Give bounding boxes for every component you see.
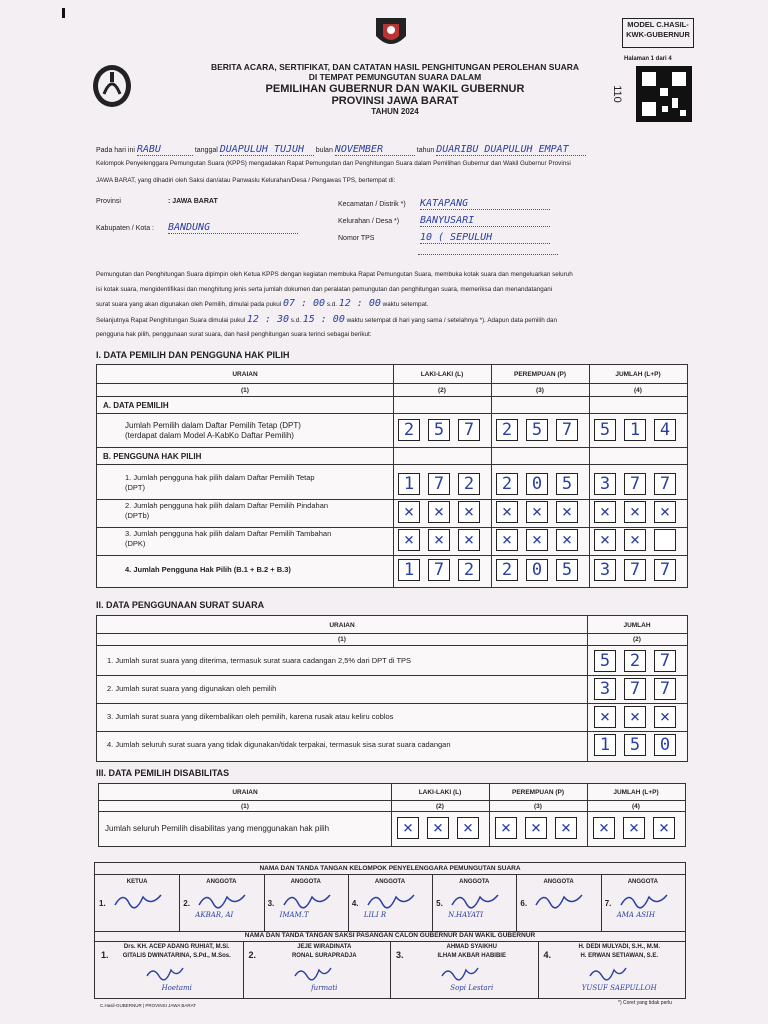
pengguna-digit-box: 1 (398, 559, 420, 581)
s2-row-label: 3. Jumlah surat suara yang dikembalikan oleh pemilih, karena rusak atau keliru coblos (107, 712, 394, 721)
para-line3a: surat suara yang akan digunakan oleh Pemilih, dimulai pada pukul (96, 301, 282, 308)
footnote-left: C.Hasil-GUBERNUR | PROVINSI JAWA BARAT (100, 1003, 197, 1008)
s2-n2: (2) (633, 636, 641, 643)
row-divider (97, 703, 687, 704)
para-line4a: Selanjutnya Rapat Penghitungan Suara dimulai pukul (96, 316, 246, 324)
saksi-number: 3. (396, 950, 404, 960)
saksi-name-1: Drs. KH. ACEP ADANG RUHIAT, M.Si. (123, 944, 230, 950)
pengguna-digit-box: × (654, 501, 676, 523)
saksi-number: 4. (543, 950, 552, 960)
kpps-role: ANGGOTA (459, 879, 490, 885)
surat-suara-digit-box: 7 (654, 678, 676, 700)
saksi-signature-name: Sopi Lestari (450, 984, 494, 992)
disabilitas-digit-box: × (525, 817, 547, 839)
s1-n4: (4) (634, 387, 642, 394)
para-line1: Pemungutan dan Penghitungan Suara dipimpin oleh Ketua KPPS dengan kegiatan membuka Rapat Pemungutan Suara, membuka kotak suara dan mengeluarkan seluruh (96, 271, 573, 278)
s1-col-p: PEREMPUAN (P) (513, 371, 566, 378)
dpt-digit-box: 7 (458, 419, 480, 441)
saksi-number: 1. (101, 950, 109, 960)
pengguna-digit-box: 5 (556, 559, 578, 581)
saksi-name-1: AHMAD SYAIKHU (446, 944, 497, 950)
hari-value: RABU (137, 144, 193, 156)
cell-divider (390, 941, 391, 998)
kpps-role: ANGGOTA (374, 879, 406, 885)
kpps-signature-block (94, 862, 686, 932)
provinsi-value: : JAWA BARAT (167, 198, 218, 205)
surat-suara-digit-box: 3 (594, 678, 616, 700)
pengguna-digit-box: × (594, 501, 616, 523)
disabilitas-digit-box: × (593, 817, 615, 839)
kpps-number: 4. (351, 899, 359, 908)
pengguna-digit-box: × (526, 529, 548, 551)
header-line2: DI TEMPAT PEMUNGUTAN SUARA DALAM (308, 72, 482, 82)
disabilitas-digit-box: × (653, 817, 675, 839)
sd-label-1: s.d. (326, 301, 337, 308)
s1-a-title: A. DATA PEMILIH (103, 401, 169, 410)
saksi-signature-block (94, 930, 686, 999)
s2-row-label: 1. Jumlah surat suara yang diterima, termasuk surat suara cadangan 2,5% dari DPT di TPS (107, 656, 412, 665)
b-row-label-line2: (DPTb) (125, 511, 150, 520)
bulan-value: NOVEMBER (335, 144, 415, 156)
footnote-right: *) Coret yang tidak perlu (618, 1000, 672, 1006)
section3-table (98, 783, 686, 847)
header-line3: PEMILIHAN GUBERNUR DAN WAKIL GUBERNUR (265, 83, 525, 95)
kecamatan-label: Kecamatan / Distrik *) (338, 201, 406, 208)
b-row-label (125, 473, 315, 493)
saksi-name-2: RONAL SURAPRADJA (291, 953, 357, 959)
pengguna-digit-box: 5 (556, 473, 578, 495)
jabar-logo (92, 64, 132, 108)
pengguna-digit-box: × (556, 529, 578, 551)
kpps-name: LILI R (363, 911, 387, 919)
section3-title: III. DATA PEMILIH DISABILITAS (96, 768, 230, 778)
pengguna-digit-box: × (428, 529, 450, 551)
b-row-label-line1: 1. Jumlah pengguna hak pilih dalam Daftar Pemilih Tetap (125, 473, 315, 482)
pengguna-digit-box: × (594, 529, 616, 551)
s2-col-uraian: URAIAN (329, 622, 355, 629)
disabilitas-digit-box: × (397, 817, 419, 839)
pengguna-digit-box: × (458, 529, 480, 551)
kelurahan-label: Kelurahan / Desa *) (338, 218, 400, 225)
surat-suara-digit-box: 7 (654, 650, 676, 672)
kpps-number: 6. (520, 899, 528, 908)
disabilitas-digit-box: × (457, 817, 479, 839)
tps-extra-line (418, 254, 558, 255)
time-start-1: 07 : 00 (282, 298, 326, 309)
bulan-label: bulan (315, 147, 333, 154)
header-line4: PROVINSI JAWA BARAT (331, 95, 459, 107)
pengguna-digit-box: 7 (428, 473, 450, 495)
s1-col-j: JUMLAH (L+P) (615, 371, 661, 378)
para-line4b: waktu setempat di hari yang sama / setelahnya *). Adapun data pemilih dan (346, 316, 557, 324)
pengguna-digit-box: 7 (654, 559, 676, 581)
pengguna-digit-box: 0 (526, 559, 548, 581)
surat-suara-digit-box: × (624, 706, 646, 728)
s3-col-uraian: URAIAN (232, 789, 258, 796)
surat-suara-digit-box: 5 (594, 650, 616, 672)
para-line3b: waktu setempat. (382, 301, 429, 308)
dpt-digit-box: 5 (526, 419, 548, 441)
s2-n1: (1) (338, 636, 346, 643)
disabilitas-digit-box: × (495, 817, 517, 839)
kpps-number: 2. (183, 899, 190, 908)
kpps-name: AKBAR, AI (195, 911, 234, 919)
kecamatan-value: KATAPANG (420, 198, 550, 210)
pengguna-digit-box: 7 (428, 559, 450, 581)
pengguna-digit-box: 0 (526, 473, 548, 495)
model-box: MODEL C.HASIL-KWK-GUBERNUR (622, 18, 694, 48)
pengguna-digit-box: 2 (496, 473, 518, 495)
pengguna-digit-box: 7 (624, 473, 646, 495)
b-row-label (125, 501, 328, 521)
s3-col-j: JUMLAH (L+P) (613, 789, 659, 796)
para-line2: isi kotak suara, mengidentifikasi dan menghitung jenis serta jumlah dokumen dan peralatan pemungutan dan penghitungan suara, memeriksa dan menandatangani (96, 285, 553, 293)
s2-row-label: 2. Jumlah surat suara yang digunakan oleh pemilih (107, 684, 277, 693)
surat-suara-digit-box: 0 (654, 734, 676, 756)
pengguna-digit-box: 7 (624, 559, 646, 581)
section2-table (96, 615, 688, 762)
surat-suara-digit-box: × (654, 706, 676, 728)
s1-n2: (2) (438, 387, 446, 394)
row-divider (97, 731, 687, 732)
time-end-2: 15 : 00 (302, 313, 345, 325)
s1-col-l: LAKI-LAKI (L) (420, 371, 464, 378)
dpt-digit-box: 5 (594, 419, 616, 441)
b-row-label-line2: (DPT) (125, 483, 145, 492)
kpps-title: NAMA DAN TANDA TANGAN KELOMPOK PENYELENGGARA PEMUNGUTAN SUARA (259, 865, 521, 872)
s3-n3: (3) (534, 803, 542, 810)
s3-n2: (2) (436, 803, 444, 810)
dpt-digit-box: 2 (496, 419, 518, 441)
s1-n3: (3) (536, 387, 544, 394)
pengguna-digit-box: × (624, 501, 646, 523)
kpps-number: 1. (99, 899, 106, 908)
kabupaten-value: BANDUNG (168, 222, 298, 234)
pengguna-digit-box: 2 (458, 559, 480, 581)
pengguna-digit-box: 7 (654, 473, 676, 495)
kpps-name: N.HAYATI (448, 911, 484, 919)
pengguna-digit-box: × (398, 529, 420, 551)
saksi-number: 2. (248, 950, 257, 960)
row-divider (97, 675, 687, 676)
cell-divider (538, 941, 539, 998)
header-line1: BERITA ACARA, SERTIFIKAT, DAN CATATAN HASIL PENGHITUNGAN PEROLEHAN SUARA (210, 62, 579, 72)
s3-n1: (1) (241, 803, 249, 810)
sd-label-2: s.d. (290, 316, 301, 324)
pengguna-digit-box: 2 (458, 473, 480, 495)
s3-row-label: Jumlah seluruh Pemilih disabilitas yang menggunakan hak pilih (105, 824, 330, 833)
dpt-digit-box: 4 (654, 419, 676, 441)
section1-title: I. DATA PEMILIH DAN PENGGUNA HAK PILIH (96, 350, 290, 360)
saksi-name-2: ILHAM AKBAR HABIBIE (437, 953, 506, 959)
pengguna-digit-box (654, 529, 676, 551)
surat-suara-digit-box: 5 (624, 734, 646, 756)
dpt-digit-box: 1 (624, 419, 646, 441)
doc-code: 110 (610, 85, 623, 103)
pengguna-digit-box: × (526, 501, 548, 523)
time-end-1: 12 : 00 (338, 298, 381, 309)
s2-col-j: JUMLAH (623, 622, 651, 629)
b-row-label-line1: 2. Jumlah pengguna hak pilih dalam Daftar Pemilih Pindahan (125, 501, 329, 510)
saksi-signature-name: YUSUF SAEPULLOH (581, 984, 657, 992)
pengguna-digit-box: 3 (594, 473, 616, 495)
disabilitas-digit-box: × (555, 817, 577, 839)
intro-text2: JAWA BARAT, yang dihadiri oleh Saksi dan/atau Panwaslu Kelurahan/Desa / Pengawas TPS, bertempat di: (96, 177, 396, 184)
kpps-name: IMAM.T (279, 911, 309, 919)
page-indicator: Halaman 1 dari 4 (624, 56, 672, 62)
surat-suara-digit-box: 1 (594, 734, 616, 756)
s2-row-label: 4. Jumlah seluruh surat suara yang tidak digunakan/tidak terpakai, termasuk sisa surat suara cadangan (107, 740, 451, 749)
saksi-name-2: H. ERWAN SETIAWAN, S.E. (580, 953, 659, 959)
s1-a-row-line1: Jumlah Pemilih dalam Daftar Pemilih Tetap (DPT) (125, 421, 301, 430)
row-divider (97, 555, 687, 556)
s1-a-row-label (125, 421, 301, 441)
s3-col-l: LAKI-LAKI (L) (418, 789, 462, 796)
cell-divider (243, 941, 244, 998)
saksi-name-2: GITALIS DWINATARINA, S.Pd., M.Sos. (122, 953, 231, 959)
pengguna-digit-box: 3 (594, 559, 616, 581)
s1-col-uraian: URAIAN (232, 371, 258, 378)
corner-mark (62, 8, 65, 18)
row-divider (97, 527, 687, 528)
saksi-name-1: JEJE WIRADINATA (297, 944, 352, 950)
tps-label: Nomor TPS (338, 235, 375, 242)
tanggal-label: tanggal (194, 147, 218, 154)
intro-text1: Kelompok Penyelenggara Pemungutan Suara (KPPS) mengadakan Rapat Pemungutan dan Penghitungan Suara dalam Pemilihan Gubernur dan Wakil Gubernur Provinsi (96, 160, 571, 167)
s1-n1: (1) (241, 387, 249, 394)
kabupaten-label: Kabupaten / Kota : (96, 225, 154, 232)
b-row-label-line1: 4. Jumlah Pengguna Hak Pilih (B.1 + B.2 + B.3) (125, 565, 291, 574)
surat-suara-digit-box: × (594, 706, 616, 728)
pengguna-digit-box: × (624, 529, 646, 551)
b-row-label (125, 565, 291, 575)
pengguna-digit-box: × (556, 501, 578, 523)
header-line5: TAHUN 2024 (371, 107, 419, 116)
kpps-role: ANGGOTA (206, 879, 237, 885)
dpt-digit-box: 2 (398, 419, 420, 441)
kpps-number: 7. (604, 899, 612, 908)
section1-table (96, 364, 688, 588)
kpps-role: ANGGOTA (627, 879, 658, 885)
dpt-digit-box: 7 (556, 419, 578, 441)
s3-col-p: PEREMPUAN (P) (511, 789, 564, 796)
kpu-logo (374, 14, 408, 52)
s1-b-title: B. PENGGUNA HAK PILIH (103, 452, 202, 461)
tanggal-value: DUAPULUH TUJUH (220, 144, 314, 156)
kpps-signature (534, 889, 584, 916)
disabilitas-digit-box: × (427, 817, 449, 839)
s3-n4: (4) (632, 803, 640, 810)
qr-code (636, 66, 692, 122)
pengguna-digit-box: × (458, 501, 480, 523)
kpps-role: KETUA (126, 879, 148, 885)
b-row-label-line2: (DPK) (125, 539, 146, 548)
pengguna-digit-box: × (398, 501, 420, 523)
disabilitas-digit-box: × (623, 817, 645, 839)
para-line5: pengguna hak pilih, penggunaan surat suara, dan hasil penghitungan suara terinci sebagai berikut: (96, 331, 372, 338)
time-start-2: 12 : 30 (246, 313, 290, 325)
surat-suara-digit-box: 7 (624, 678, 646, 700)
provinsi-label: Provinsi (96, 198, 121, 205)
dpt-digit-box: 5 (428, 419, 450, 441)
b-row-label (125, 529, 331, 549)
tahun-value: DUARIBU DUAPULUH EMPAT (436, 144, 586, 156)
pengguna-digit-box: 1 (398, 473, 420, 495)
kelurahan-value: BANYUSARI (420, 215, 550, 227)
kpps-number: 3. (267, 899, 275, 908)
kpps-role: ANGGOTA (543, 879, 574, 885)
pengguna-digit-box: × (428, 501, 450, 523)
pengguna-digit-box: × (496, 501, 518, 523)
s1-a-row-line2: (terdapat dalam Model A-KabKo Daftar Pemilih) (125, 431, 294, 440)
surat-suara-digit-box: 2 (624, 650, 646, 672)
tps-value: 10 ( SEPULUH (420, 232, 550, 244)
pengguna-digit-box: 2 (496, 559, 518, 581)
saksi-name-1: H. DEDI MULYADI, S.H., M.M. (578, 944, 661, 950)
saksi-signature-name: furmati (311, 984, 338, 992)
saksi-title: NAMA DAN TANDA TANGAN SAKSI PASANGAN CALON GUBERNUR DAN WAKIL GUBERNUR (244, 932, 536, 939)
kpps-number: 5. (436, 899, 443, 908)
tahun-label: tahun (416, 147, 435, 154)
b-row-label-line1: 3. Jumlah pengguna hak pilih dalam Daftar Pemilih Tambahan (125, 529, 332, 538)
row-divider (97, 499, 687, 500)
pengguna-digit-box: × (496, 529, 518, 551)
kpps-signature (113, 889, 163, 916)
kpps-role: ANGGOTA (290, 879, 321, 885)
hari-label: Pada hari ini (96, 147, 135, 154)
section2-title: II. DATA PENGGUNAAN SURAT SUARA (96, 600, 265, 610)
saksi-signature-name: Hoetami (161, 984, 192, 992)
kpps-name: AMA ASIH (616, 911, 655, 919)
